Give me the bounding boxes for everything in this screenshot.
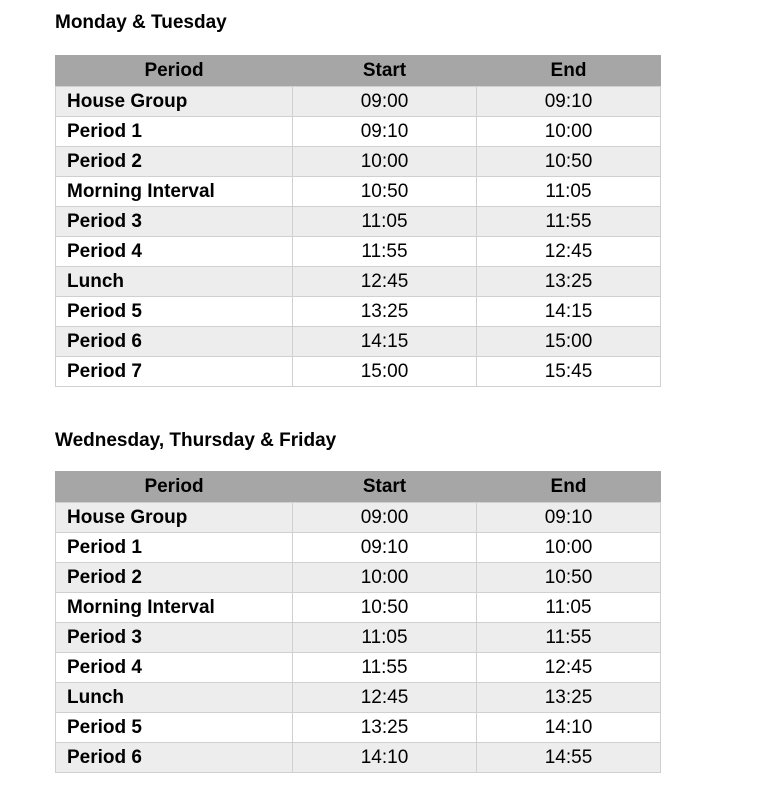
end-cell: 10:50 [477, 563, 661, 593]
table-row [56, 653, 661, 683]
start-cell: 11:05 [293, 623, 477, 653]
start-cell: 11:55 [293, 237, 477, 267]
start-cell: 14:15 [293, 327, 477, 357]
period-cell: Period 5 [56, 297, 293, 327]
start-cell: 10:50 [293, 593, 477, 623]
period-cell: Period 1 [56, 117, 293, 147]
table-row [56, 683, 661, 713]
end-cell: 13:25 [477, 683, 661, 713]
timetable-monday-tuesday [55, 55, 661, 387]
period-cell: Period 4 [56, 237, 293, 267]
header-end: End [477, 56, 661, 87]
table-row [56, 267, 661, 297]
table-row [56, 357, 661, 387]
table-row [56, 147, 661, 177]
table-row [56, 297, 661, 327]
start-cell: 10:00 [293, 563, 477, 593]
table-header-row [56, 56, 661, 87]
period-cell: Period 3 [56, 623, 293, 653]
start-cell: 13:25 [293, 713, 477, 743]
table-row [56, 713, 661, 743]
table-row [56, 207, 661, 237]
table-row [56, 237, 661, 267]
period-cell: Period 5 [56, 713, 293, 743]
end-cell: 14:15 [477, 297, 661, 327]
period-cell: Period 3 [56, 207, 293, 237]
end-cell: 11:05 [477, 177, 661, 207]
period-cell: Morning Interval [56, 593, 293, 623]
end-cell: 15:45 [477, 357, 661, 387]
start-cell: 11:55 [293, 653, 477, 683]
period-cell: Period 6 [56, 743, 293, 773]
end-cell: 11:55 [477, 207, 661, 237]
end-cell: 10:50 [477, 147, 661, 177]
header-start: Start [293, 56, 477, 87]
start-cell: 12:45 [293, 683, 477, 713]
start-cell: 09:00 [293, 87, 477, 117]
header-period: Period [56, 56, 293, 87]
table-row [56, 743, 661, 773]
start-cell: 09:10 [293, 117, 477, 147]
start-cell: 10:00 [293, 147, 477, 177]
end-cell: 14:10 [477, 713, 661, 743]
table-row [56, 623, 661, 653]
end-cell: 14:55 [477, 743, 661, 773]
table-row [56, 117, 661, 147]
period-cell: Morning Interval [56, 177, 293, 207]
header-end: End [477, 472, 661, 503]
period-cell: House Group [56, 503, 293, 533]
end-cell: 13:25 [477, 267, 661, 297]
start-cell: 11:05 [293, 207, 477, 237]
table-row [56, 327, 661, 357]
end-cell: 11:55 [477, 623, 661, 653]
period-cell: Period 2 [56, 563, 293, 593]
end-cell: 12:45 [477, 653, 661, 683]
start-cell: 14:10 [293, 743, 477, 773]
period-cell: Period 2 [56, 147, 293, 177]
header-start: Start [293, 472, 477, 503]
start-cell: 09:10 [293, 533, 477, 563]
section-title-wednesday-thursday-friday: Wednesday, Thursday & Friday [55, 430, 337, 451]
table-row [56, 593, 661, 623]
end-cell: 10:00 [477, 117, 661, 147]
end-cell: 10:00 [477, 533, 661, 563]
period-cell: Period 7 [56, 357, 293, 387]
period-cell: Period 6 [56, 327, 293, 357]
period-cell: House Group [56, 87, 293, 117]
end-cell: 15:00 [477, 327, 661, 357]
start-cell: 10:50 [293, 177, 477, 207]
end-cell: 12:45 [477, 237, 661, 267]
end-cell: 09:10 [477, 87, 661, 117]
timetable-wednesday-thursday-friday [55, 471, 661, 773]
header-period: Period [56, 472, 293, 503]
section-title-monday-tuesday: Monday & Tuesday [55, 12, 227, 33]
table-row [56, 533, 661, 563]
table-row [56, 563, 661, 593]
period-cell: Lunch [56, 683, 293, 713]
table-row [56, 87, 661, 117]
period-cell: Period 1 [56, 533, 293, 563]
start-cell: 15:00 [293, 357, 477, 387]
end-cell: 09:10 [477, 503, 661, 533]
period-cell: Lunch [56, 267, 293, 297]
end-cell: 11:05 [477, 593, 661, 623]
start-cell: 13:25 [293, 297, 477, 327]
period-cell: Period 4 [56, 653, 293, 683]
table-row [56, 177, 661, 207]
table-header-row [56, 472, 661, 503]
start-cell: 09:00 [293, 503, 477, 533]
table-row [56, 503, 661, 533]
start-cell: 12:45 [293, 267, 477, 297]
